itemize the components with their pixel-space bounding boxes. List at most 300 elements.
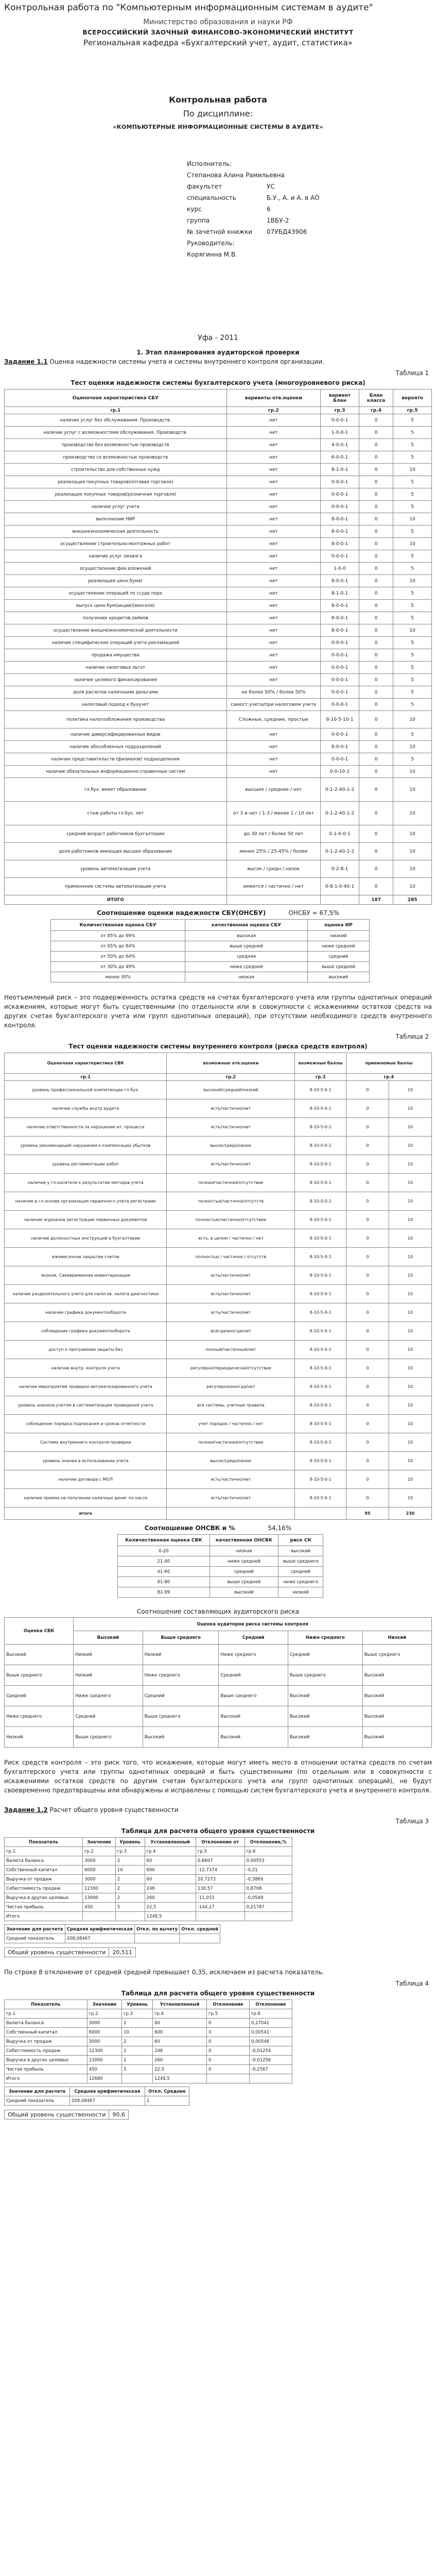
column-header: Ниже среднего [288,1631,362,1645]
table-cell: Средний показатель [5,2096,70,2106]
table-cell: нет [226,728,321,741]
info-key: Степанова Алина Рамильевна [187,172,285,179]
table-cell: 13000 [82,1893,115,1903]
table-cell: имеется / частично / нет [226,878,321,895]
table-row [5,860,432,878]
table-row [5,1706,432,1727]
table-cell: 5 [393,753,432,766]
table-row [5,1470,432,1489]
table-cell: Высокий [288,1706,362,1727]
table-cell: Итого [5,1912,83,1921]
column-header: вероятн [393,389,432,407]
table-cell: 600 [145,1866,196,1875]
table-row [5,802,432,825]
table-cell: Выше среднего [74,1727,143,1748]
table-cell: от 50% до 64% [51,952,185,962]
info-key: № зачетной книжки [187,228,253,235]
table-row [5,1452,432,1470]
table-cell: нет [226,563,321,575]
table-cell: 600 [153,2028,207,2037]
table-4-label: Таблица 4 [395,1980,429,1987]
table-cell [196,1912,245,1921]
info-row [187,249,432,260]
column-header: Отклонение [249,2000,292,2009]
table-cell: Выше среднего [219,1686,288,1706]
table-row [118,1577,323,1587]
table-row [5,1211,432,1229]
table-cell: 0 [346,1211,389,1229]
table-row [5,1866,292,1875]
table-cell: доля расчетов наличными деньгами [5,686,227,699]
column-index: гр.3 [115,1847,145,1856]
table-cell: выше средней [307,962,369,972]
table-cell: 8-0-0-1 [321,526,359,538]
table-cell: 0-0-0-1 [321,501,359,513]
table-cell: 0-0-0-1 [321,637,359,649]
table-cell: Себестоимость продаж [5,1884,83,1893]
info-key: специальность [187,194,236,201]
table-cell [122,2074,153,2083]
table-cell: 4-0-0-1 [321,439,359,451]
table-cell: 0 [346,1155,389,1174]
table-cell: продажа имущества [5,649,227,662]
table-cell: уровень знания в использовании учета [5,1452,167,1470]
table-cell: 0-8-1-0-40-1 [321,878,359,895]
table-cell: Ниже среднего [219,1645,288,1665]
table-cell: 10 [393,825,432,843]
table-cell: наличие целевого финансирования [5,674,227,686]
table-cell: 1 [145,2096,189,2106]
table-cell: наличие диверсифицированных видов [5,728,227,741]
table-cell: менее 25% / 25-45% / более [226,843,321,860]
table-cell: Сложные, средние, простые [226,711,321,728]
table-cell: 10 [389,1174,431,1192]
table-cell: наличие услуг с возможностями обслуживания. Производств. [5,427,227,439]
table-cell: 0 [359,699,393,711]
table-cell: 2 [122,2046,153,2056]
table-cell: от 30% до 49% [51,962,185,972]
table-cell: -0,21 [245,1866,292,1875]
table-cell: Выше среднего [362,1645,431,1665]
table-cell: высокий [210,1587,278,1598]
table-cell: реализация ценн.бумаг [5,575,227,587]
table-7-summary [4,2087,189,2106]
table-cell: 10 [389,1452,431,1470]
table-row [5,1341,432,1359]
table-row [5,1118,432,1137]
table-cell: 10 [393,878,432,895]
column-header: Откл. средней [180,1925,220,1934]
table-cell: выполнение НИР [5,513,227,526]
table-cell: 8-1-0-1 [321,464,359,476]
column-header: вариант Блан [321,389,359,407]
column-header: Откл. Среднее [145,2087,189,2096]
table-cell: нет [226,753,321,766]
table-cell: Высокий [219,1706,288,1727]
table-row [118,1546,323,1556]
table-cell: 0 [359,860,393,878]
table-cell: 8-10-5-0-1 [295,1155,346,1174]
table-cell: есть/частично/нет [167,1303,295,1322]
table-cell: Высокий [362,1686,431,1706]
table-cell: ежемесячное закрытие счетов [5,1248,167,1266]
table-cell: 8-10-5-10-1 [321,711,359,728]
table-cell: наличие услуг без обслуживания. Производств. [5,414,227,427]
table-6 [4,1837,292,1921]
table-cell: 5 [393,563,432,575]
table-cell: Высокий [219,1727,288,1748]
table-cell: 0,8708 [245,1884,292,1893]
table-cell: 0-1-2-40-1-2 [321,802,359,825]
table-cell: полная/частичная/отсутствие [167,1174,295,1192]
table-cell: 0 [359,753,393,766]
column-header: Значение для расчета [5,2087,70,2096]
table-cell: Высокий [288,1727,362,1748]
table-cell: 0 [207,2065,250,2074]
table-cell: 0,27041 [249,2019,292,2028]
column-index: гр.6 [249,2009,292,2019]
table-cell: 3000 [82,1875,115,1884]
table-cell: наличие договора с МОЛ [5,1470,167,1489]
column-header: Оценочная характеристика СБУ [5,389,227,407]
table-cell: 0 [207,2046,250,2056]
column-header: Значение [87,2000,121,2009]
column-header: Оценочная характеристика СВК [5,1053,167,1074]
table-cell: 8-10-5-0-1 [295,1341,346,1359]
table-row [5,538,432,550]
table-cell: 10 [393,860,432,878]
table-cell: 8-1-0-1 [321,587,359,600]
table-cell: 450 [87,2065,121,2074]
table-row [5,488,432,501]
table-6-title: Таблица для расчета общего уровня существенности [121,1827,315,1835]
table-cell: нет [226,451,321,464]
table-cell: Средний [219,1665,288,1686]
table-cell: 0-0-0-1 [321,550,359,563]
table-row [5,1665,432,1686]
table-row [5,513,432,526]
table-cell: есть/частично/нет [167,1489,295,1507]
column-header: приемлемые баллы [346,1053,431,1074]
table-cell: 0-2-8-1 [321,860,359,878]
column-index: гр.5 [207,2009,250,2019]
column-header: Отклонение [207,2000,250,2009]
table-cell [245,1912,292,1921]
table-cell: 10 [389,1285,431,1303]
table-cell: 10 [115,1866,145,1875]
table-cell: 10 [389,1137,431,1155]
table-5 [4,1617,432,1748]
work-title: Контрольная работа [169,95,267,105]
table-cell: 0 [359,439,393,451]
table-cell: гл.бух. имеет образование [5,778,227,802]
table-cell: все системы, учетные правила [167,1396,295,1415]
table-cell: 0 [359,825,393,843]
info-value: 07УБД43906 [267,228,307,235]
column-header: оценка ИР [307,920,369,931]
table-cell: высок / средн / низок [226,860,321,878]
table-cell: нет [226,600,321,612]
table-cell: средний [210,1567,278,1577]
topic-line: «КОМПЬЮТЕРНЫЕ ИНФОРМАЦИОННЫЕ СИСТЕМЫ В АУДИТЕ» [113,124,323,130]
table-cell: 0-0-10-1 [321,766,359,778]
table-cell: -11,033 [196,1893,245,1903]
table-cell: 10 [393,778,432,802]
table-cell: 0 [359,488,393,501]
table-cell: 0 [346,1174,389,1192]
table-row [5,843,432,860]
table-cell: 0,6607 [196,1856,245,1866]
table-cell: 0 [359,414,393,427]
table-cell: 10 [122,2028,153,2037]
info-row [187,226,432,238]
table-cell: есть/частично/нет [167,1266,295,1285]
table-cell: 0 [207,2037,250,2046]
table-cell: 5 [393,637,432,649]
table-cell: 0-0-0-1 [321,414,359,427]
column-index: гр.5 [393,407,432,414]
table-cell: 8-10-5-0-1 [295,1489,346,1507]
table-cell: 60 [145,1875,196,1884]
table-cell: 21-40 [118,1556,210,1567]
table-cell [321,895,359,905]
table-cell: Средний [288,1645,362,1665]
table-cell: 0-0-0-1 [321,662,359,674]
table-cell: Собственный капитал [5,2028,88,2037]
table-2 [50,919,370,982]
table-cell: 6000 [82,1866,115,1875]
table-row [5,1645,432,1665]
table-cell: 8-10-5-0-1 [295,1359,346,1378]
column-header: Отклонение от [196,1838,245,1847]
paragraph-control-risk: Риск средств контроля – это риск того, что искажения, которые могут иметь место в отношении остатка средств по счетам бухгалтерского учета или группы однотипных операций и быть существенными (по отдельным или в совокупности с искажениями остатков средств по другим счетам бухгалтерского учета или групп однотипных операций), не будут своевременно предотвращены или обнаружены и исправлены с помощью систем бухгалтерского учета и внутреннего контроля. [4,1759,432,1794]
table-cell: 2 [115,1856,145,1866]
info-row [187,170,432,181]
table-cell: 0-0-0-1 [321,476,359,488]
table-3-title: Тест оценки надежности системы внутреннего контроля (риска средств контроля) [68,1043,368,1050]
info-value: Б.У., А. и А. в АО [267,194,320,201]
table-6-summary [4,1924,220,1943]
table-row [5,612,432,624]
table-cell: 10 [389,1396,431,1415]
table-cell: 60 [145,1856,196,1866]
table-row [5,895,432,905]
info-key: Корягинна М.В. [187,251,237,258]
table-cell: 5 [393,649,432,662]
table-4-title: Соотношение ОНСВК и % 54,16% [144,1524,292,1532]
table-cell: осуществление фин.вложений [5,563,227,575]
university-line: ВСЕРОССИЙСКИЙ ЗАОЧНЫЙ ФИНАНСОВО-ЭКОНОМИЧЕСКИЙ ИНСТИТУТ [82,29,354,36]
table-cell: высок/средн/низок [167,1452,295,1470]
table-cell: 2 [122,2037,153,2046]
table-cell [180,1934,220,1943]
table-cell: высокая [185,931,308,941]
table-row [118,1556,323,1567]
table-cell: Высокий [288,1686,362,1706]
author-info [187,158,432,260]
table-cell: 230 [389,1507,431,1520]
column-header: Значение для расчета [5,1925,65,1934]
table-cell [207,2074,250,2083]
table-cell: 0,00546 [249,2037,292,2046]
table-cell [226,895,321,905]
table-row [5,1884,292,1893]
table-cell: есть/частично/нет [167,1155,295,1174]
table-cell: нет [226,538,321,550]
table-cell: Выше среднего [5,1665,74,1686]
column-index: гр.4 [145,1847,196,1856]
column-header: Показатель [5,2000,88,2009]
table-cell: 60 [153,2019,207,2028]
table-cell: 0 [346,1415,389,1433]
table-cell: Собственный капитал [5,1866,83,1875]
table-cell: нет [226,674,321,686]
table-cell: 2 [122,2019,153,2028]
table-cell: низкий [278,1587,323,1598]
table-cell: 8-0-0-1 [321,575,359,587]
table-cell: нет [226,501,321,513]
table-cell: 8-0-0-1 [321,624,359,637]
table-cell: 8-10-5-0-1 [295,1303,346,1322]
table-cell: 0 [359,843,393,860]
table-row [5,711,432,728]
table-cell: наличие службы внутр.аудита [5,1099,167,1118]
column-index: гр.2 [167,1074,295,1081]
table-cell: осуществление внешнеэкономической деятельности [5,624,227,637]
info-value: УС [267,183,275,190]
table-cell: Высокий [362,1665,431,1686]
task-1-1 [4,357,432,366]
table-cell: 5 [393,427,432,439]
table-cell: 10 [393,513,432,526]
table-cell: 0 [359,575,393,587]
table-7 [4,1999,292,2083]
table-cell: 2 [122,2056,153,2065]
table-row [5,2028,292,2037]
table-cell: 208,08467 [69,2096,145,2106]
table-cell: наличие приема на получение наличных денег по кассе [5,1489,167,1507]
table-cell: 5 [393,414,432,427]
table-cell: 5 [393,699,432,711]
table-cell: 8-10-5-0-1 [295,1211,346,1229]
table-cell: нет [226,766,321,778]
table-cell: выпуск ценн.бум(акции)(векселя) [5,600,227,612]
table-cell: итого [5,1507,167,1520]
column-index: гр.3 [122,2009,153,2019]
table-cell: менее 30% [51,972,185,982]
table-cell: наличие разделительного учета для налогов. налога диагностики [5,1285,167,1303]
table-cell: Средний [143,1686,219,1706]
table-cell: доля работников имеющих высшее образование [5,843,227,860]
table-cell: 0 [207,2056,250,2065]
table-cell: нет [226,488,321,501]
table-cell: -0,2567 [249,2065,292,2074]
table-cell: высокий [307,972,369,982]
table-row [5,1266,432,1285]
column-index: гр.4 [346,1074,431,1081]
table-cell: 0 [346,1489,389,1507]
info-key: Руководитель: [187,240,235,247]
table-cell: 95 [346,1507,389,1520]
table-cell: 1248,5 [145,1912,196,1921]
table-cell: 0 [359,649,393,662]
table-cell: 5 [393,526,432,538]
table-cell: 5 [393,488,432,501]
table-cell: 5 [393,662,432,674]
table-cell: 0,00541 [249,2028,292,2037]
table-cell: 8-10-5-0-1 [295,1396,346,1415]
table-cell: нет [226,741,321,753]
table-cell: регулярно/иногда/нет [167,1378,295,1396]
table-cell: есть/частично/нет [167,1470,295,1489]
table-cell: самост.учета/при налоговом учете [226,699,321,711]
table-cell: нет [226,464,321,476]
table-cell: политика налогообложения производства [5,711,227,728]
column-index: гр.3 [321,407,359,414]
table-row [51,972,370,982]
table-cell: 13000 [87,2056,121,2065]
table-cell: 246 [153,2046,207,2056]
column-header: возможные отв.оценки [167,1053,295,1074]
table-cell: внешнеэкономическая деятельность [5,526,227,538]
table-cell: Чистая прибыль [5,1903,83,1912]
table-row [5,464,432,476]
column-index: гр.1 [5,1074,167,1081]
table-cell: Высокий [5,1645,74,1665]
table-cell: 0-0-0-1 [321,488,359,501]
table-cell: 5 [393,476,432,488]
table-row [5,2037,292,2046]
table-row [5,1229,432,1248]
info-key: группа [187,217,210,224]
table-cell: высшее / среднее / нет [226,778,321,802]
table-5-title: Соотношение составляющих аудиторского риска [136,1608,300,1615]
column-index: гр.2 [87,2009,121,2019]
table-cell: Низкий [5,1727,74,1748]
table-cell: полностью / частично / отсутств [167,1248,295,1266]
table-row [5,662,432,674]
column-header: Установленный [153,2000,207,2009]
table-cell: 130,57 [196,1884,245,1893]
table-cell: 0 [346,1285,389,1303]
table-row [5,1396,432,1415]
table-row [5,2056,292,2065]
info-row [187,215,432,226]
table-cell: 8-10-5-0-1 [295,1099,346,1118]
column-header: Средняя арифметическая [69,2087,145,2096]
table-4 [117,1534,323,1598]
table-cell: производство без возможностью производств [5,439,227,451]
section-title: 1. Этап планирования аудиторской проверки [136,349,300,356]
table-cell: 10 [389,1322,431,1341]
table-row [5,1686,432,1706]
info-row [187,158,432,170]
table-cell: нет [226,476,321,488]
table-2-label: Таблица 2 [395,1033,429,1040]
table-cell [115,1912,145,1921]
table-cell: 0 [346,1081,389,1099]
table-cell: 285 [393,895,432,905]
table-row [5,550,432,563]
table-cell: Ниже среднего [5,1706,74,1727]
table-cell: высокий/средний/низкий [167,1081,295,1099]
column-header: Уровень [115,1838,145,1847]
paragraph-exclusion: По строке 8 отклонение от средней средней превышает 0,35, исключаем из расчета показатель. [4,1969,324,1976]
column-index: гр.1 [5,2009,88,2019]
table-cell: 1248,5 [153,2074,207,2083]
table-row [5,2065,292,2074]
table-cell: 8-10-5-0-1 [295,1322,346,1341]
